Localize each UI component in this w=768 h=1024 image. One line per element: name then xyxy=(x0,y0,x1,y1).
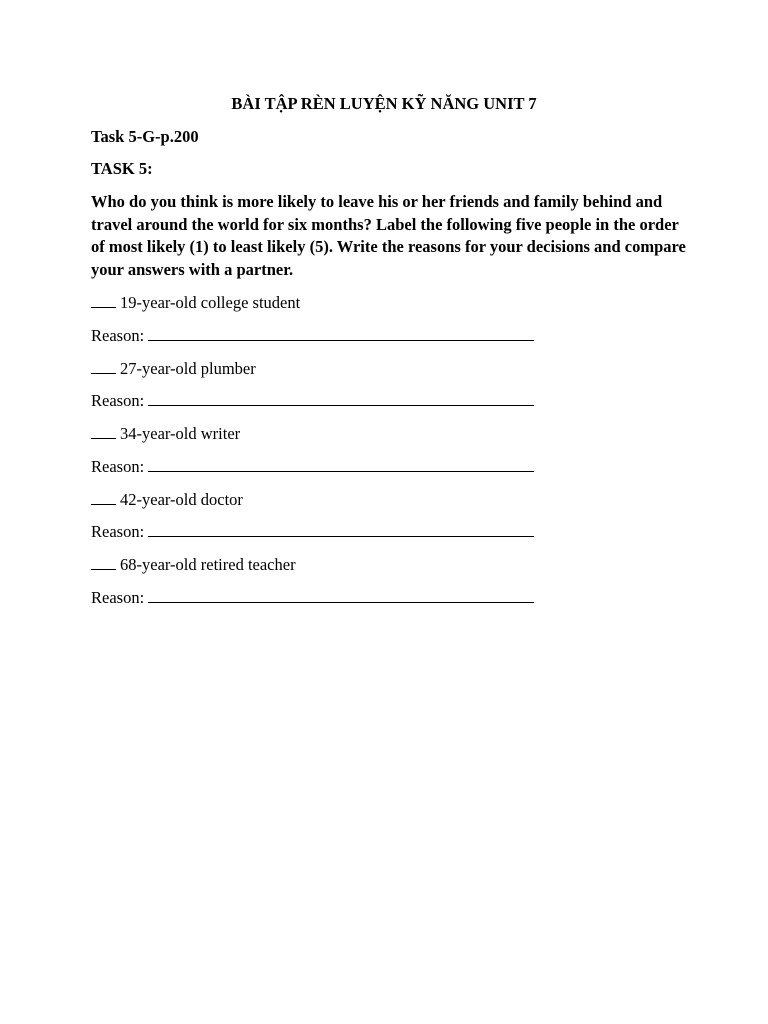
reason-label: Reason: xyxy=(91,456,145,476)
rank-item xyxy=(91,554,691,576)
task-label: TASK 5: xyxy=(91,159,153,178)
person-label: 42-year-old doctor xyxy=(120,489,243,509)
reason-line xyxy=(91,325,691,347)
reason-line xyxy=(91,521,691,543)
rank-blank[interactable] xyxy=(91,358,116,374)
reason-label: Reason: xyxy=(91,587,145,607)
person-label: 27-year-old plumber xyxy=(120,358,256,378)
rank-blank[interactable] xyxy=(91,489,116,505)
rank-item xyxy=(91,489,691,511)
person-label: 19-year-old college student xyxy=(120,293,301,312)
reason-blank[interactable] xyxy=(148,456,534,472)
rank-blank[interactable] xyxy=(91,292,116,308)
ranking-list xyxy=(91,292,691,620)
task-instructions: Who do you think is more likely to leave his or her friends and family behind and travel around the world for six months? Label the following five people in the order of most likely (1) to least likely (5). Write the reasons for your decisions and compare your answers with a partner. xyxy=(91,192,686,279)
reason-line xyxy=(91,587,691,609)
worksheet-title: BÀI TẬP RÈN LUYỆN KỸ NĂNG UNIT 7 xyxy=(231,94,537,113)
reason-label: Reason: xyxy=(91,522,145,542)
person-label: 68-year-old retired teacher xyxy=(120,555,296,574)
reason-label: Reason: xyxy=(91,325,145,345)
rank-item xyxy=(91,292,691,314)
reason-blank[interactable] xyxy=(148,325,534,341)
rank-blank[interactable] xyxy=(91,423,116,439)
person-label: 34-year-old writer xyxy=(120,424,241,443)
reason-blank[interactable] xyxy=(148,521,534,537)
reason-blank[interactable] xyxy=(148,390,534,406)
reason-label: Reason: xyxy=(91,391,145,411)
reason-line xyxy=(91,456,691,478)
reason-line xyxy=(91,390,691,412)
reason-blank[interactable] xyxy=(148,587,534,603)
rank-blank[interactable] xyxy=(91,554,116,570)
rank-item xyxy=(91,423,691,445)
rank-item xyxy=(91,358,691,380)
task-source: Task 5-G-p.200 xyxy=(91,127,199,146)
